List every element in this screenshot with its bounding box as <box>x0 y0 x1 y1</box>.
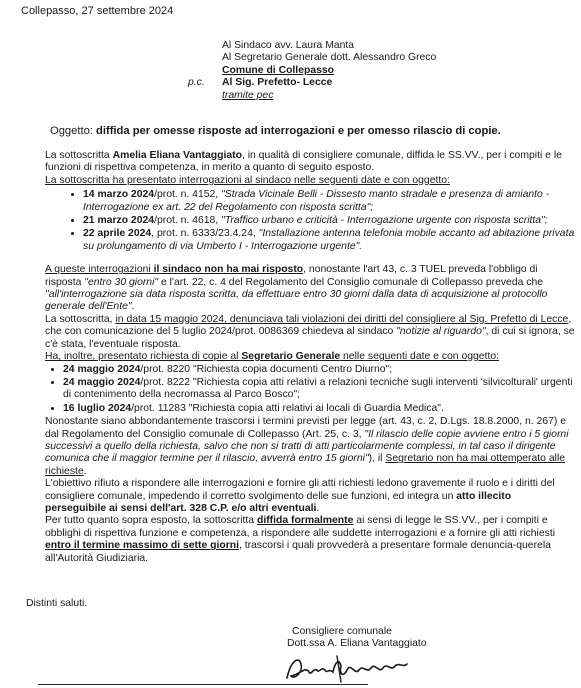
delivery-method: tramite pec <box>222 89 274 101</box>
list-item: • 22 aprile 2024, prot. n. 6333/23.4.24, "Installazione antenna telefonia mobile accanto ad abitazione privata su prolungamento di via Umberto I - Interrogazione urgente". <box>83 228 575 253</box>
recipient-mayor: Al Sindaco avv. Laura Manta <box>222 40 355 51</box>
interrogations-intro: La sottoscritta ha presentato interrogazioni al sindaco nelle seguenti date e con oggetto: <box>45 174 450 186</box>
list-item: • 24 maggio 2024/prot. 8220 "Richiesta copia documenti Centro Diurno"; <box>63 364 575 376</box>
recipient-prefect: Al Sig. Prefetto- Lecce <box>222 77 333 89</box>
list-item: • 16 luglio 2024/prot. 11283 "Richiesta copia atti relativi ai locali di Guardia Medica". <box>63 403 575 415</box>
list-item: • 24 maggio 2024/prot. 8222 "Richiesta copia atti relativi a relazioni tecniche sugli interventi 'silvicolturali' urgenti di contenimento della necromassa al Parco Bosco"; <box>63 377 575 402</box>
subject-text: diffida per omesse risposte ad interrogazioni e per omesso rilascio di copie. <box>96 125 501 137</box>
paragraph-prefect: La sottoscritta, in data 15 maggio 2024, denunciava tali violazioni dei diritti del consigliere al Sig. Prefetto di Lecce, che con comunicazione del 5 luglio 2024/prot. 0086369 chiedeva al sindaco "notizie al riguardo", di cui si ignora, se c'è stata, l'eventuale risposta. <box>45 313 575 350</box>
author-name: Amelia Eliana Vantaggiato <box>112 150 242 161</box>
list-item: • 14 marzo 2024/prot. n. 4152, "Strada Vicinale Belli - Dissesto manto stradale e presenza di amianto - Interrogazione ex art. 22 del Regolamento con risposta scritta"; <box>83 189 575 214</box>
recipients-block <box>188 40 562 102</box>
paragraph-formal-notice: Per tutto quanto sopra esposto, la sottoscritta diffida formalmente ai sensi di legge le SS.VV., per i compiti e obblighi di rispettiva funzione e competenza, a rispondere alle suddette interrogazioni e a fornire gli atti richiesti entro il termine massimo di sette giorni, trascorsi i quali provvederà a presentare formale denuncia-querela all'Autorità Giudiziaria. <box>45 515 556 564</box>
letter-body <box>45 150 575 565</box>
paragraph-violation: L'obiettivo rifiuto a rispondere alle interrogazioni e fornire gli atti richiesti ledono gravemente il ruolo e i diritti del consigliere comunale, impedendo il corretto svolgimento delle sue funzioni, ed integra un atto illecito perseguibile ai sensi dell'art. 328 C.P. e/o altri eventuali. <box>45 478 555 514</box>
signer-role: Consigliere comunale <box>292 626 392 637</box>
signer-name: Dott.ssa A. Eliana Vantaggiato <box>287 638 427 650</box>
intro-paragraph: La sottoscritta Amelia Eliana Vantaggiato, in qualità di consigliere comunale, diffida le SS.VV., per i compiti e le funzioni di rispettiva competenza, in merito a quanto di seguito esposto. <box>45 150 562 174</box>
subject-line <box>50 125 570 137</box>
recipient-municipality: Comune di Collepasso <box>222 64 335 76</box>
handwritten-signature <box>283 652 413 686</box>
copy-requests-list <box>45 364 575 416</box>
paragraph-no-answer: A queste interrogazioni il sindaco non ha mai risposto, nonostante l'art 43, c. 3 TUEL preveda l'obbligo di risposta "entro 30 giorni" e l'art. 22, c. 4 del Regolamento del Consiglio comunale di Collepasso preveda che "all'interrogazione sia data risposta scritta, da effettuare entro 30 giorni dalla data di acquisizione al protocollo generale dell'Ente". <box>45 264 548 313</box>
interrogations-list <box>45 189 575 253</box>
recipient-secretary: Al Segretario Generale dott. Alessandro Greco <box>222 52 437 64</box>
pc-label: p.c. <box>188 77 205 88</box>
paragraph-copy-requests: Ha, inoltre, presentato richiesta di copie al Segretario Generale nelle seguenti date e con oggetto: <box>45 351 500 363</box>
footer-divider <box>38 684 368 685</box>
list-item: • 21 marzo 2024/prot. n. 4618, "Traffico urbano e criticità - Interrogazione urgente con risposta scritta"; <box>83 215 575 227</box>
paragraph-deadlines: Nonostante siano abbondantemente trascorsi i termini previsti per legge (art. 43, c. 2, D.Lgs. 18.8.2000, n. 267) e dal Regolamento del Consiglio comunale di Collepasso (Art. 25, c. 3, "Il rilascio delle copie avviene entro i 5 giorni successivi a quello della richiesta, salvo che non si tratti di atti particolarmente complessi, in tal caso il dirigente comunica che il maggior termine per il rilascio, avverrà entro 15 giorni"), il Segretario non ha mai ottemperato alle richieste. <box>45 416 569 477</box>
closing-greeting: Distinti saluti. <box>26 598 88 609</box>
signature-block <box>287 626 427 651</box>
place-date: Collepasso, 27 settembre 2024 <box>21 5 174 17</box>
subject-label: Oggetto: <box>50 125 93 137</box>
